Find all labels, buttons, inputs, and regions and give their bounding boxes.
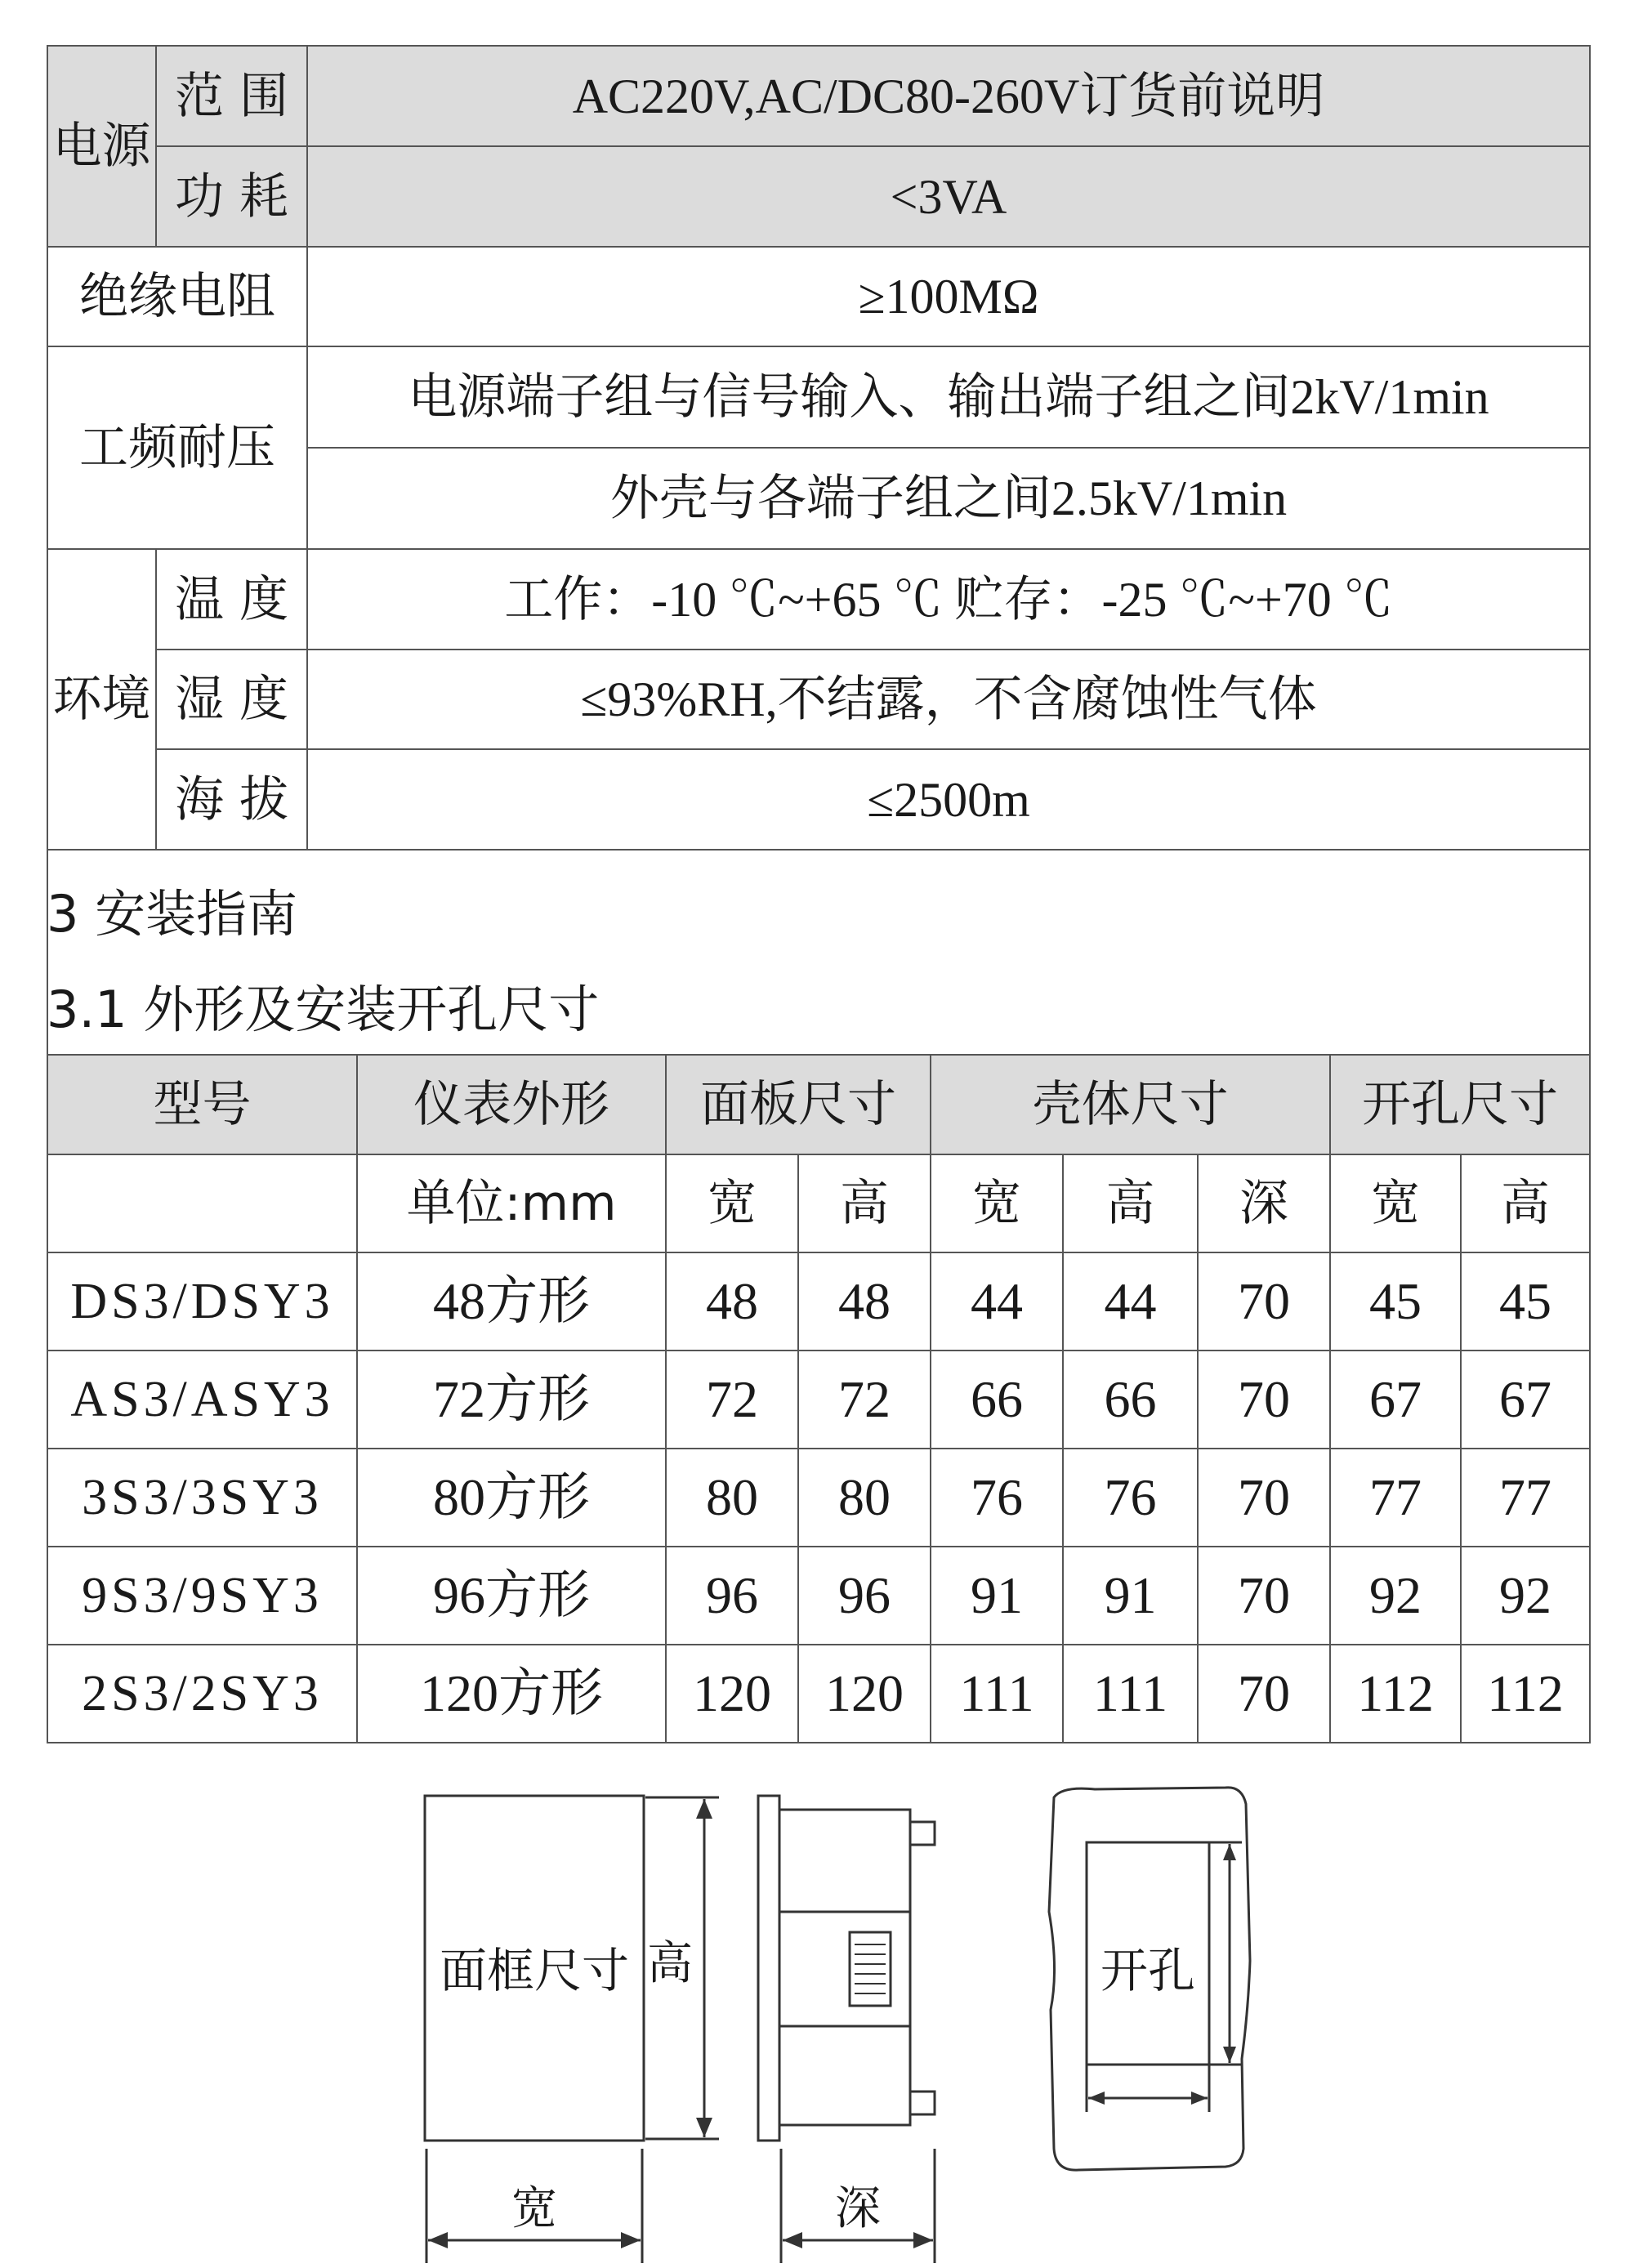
- value-cell: 77: [1461, 1449, 1590, 1547]
- range-label: 范 围: [156, 46, 307, 146]
- side-panel-outline: [758, 1796, 779, 2141]
- value-cell: 76: [931, 1449, 1063, 1547]
- sub-panel-width: 宽: [666, 1154, 798, 1252]
- header-cutout: 开孔尺寸: [1330, 1055, 1590, 1154]
- right-rule: [1589, 848, 1591, 1054]
- withstand-label: 工频耐压: [47, 346, 307, 549]
- header-shape: 仪表外形: [357, 1055, 666, 1154]
- model-cell: 3S3/3SY3: [47, 1449, 357, 1547]
- humidity-label: 湿 度: [156, 650, 307, 749]
- width-label: 宽: [511, 2182, 557, 2235]
- humidity-value: ≤93%RH,不结露，不含腐蚀性气体: [307, 650, 1590, 749]
- value-cell: 96: [798, 1547, 931, 1645]
- value-cell: 70: [1198, 1351, 1330, 1449]
- value-cell: 67: [1461, 1351, 1590, 1449]
- header-case: 壳体尺寸: [931, 1055, 1330, 1154]
- shape-cell: 72方形: [357, 1351, 666, 1449]
- value-cell: 111: [1063, 1645, 1198, 1743]
- insulation-label: 绝缘电阻: [47, 247, 307, 346]
- frame-size-label: 面框尺寸: [439, 1943, 630, 1998]
- sub-panel-height: 高: [798, 1154, 931, 1252]
- table-row: [47, 1252, 1590, 1351]
- temp-value: 工作：-10 ℃~+65 ℃ 贮存：-25 ℃~+70 ℃: [307, 549, 1590, 650]
- value-cell: 77: [1330, 1449, 1461, 1547]
- value-cell: 66: [1063, 1351, 1198, 1449]
- consumption-value: <3VA: [307, 146, 1590, 247]
- value-cell: 45: [1461, 1252, 1590, 1351]
- header-model: 型号: [47, 1055, 357, 1154]
- value-cell: 70: [1198, 1449, 1330, 1547]
- value-cell: 112: [1461, 1645, 1590, 1743]
- value-cell: 76: [1063, 1449, 1198, 1547]
- depth-label: 深: [835, 2182, 881, 2235]
- spec-table: [47, 45, 1591, 850]
- sub-case-height: 高: [1063, 1154, 1198, 1252]
- temp-label: 温 度: [156, 549, 307, 650]
- value-cell: 111: [931, 1645, 1063, 1743]
- power-label: 电源: [47, 46, 156, 247]
- insulation-value: ≥100MΩ: [307, 247, 1590, 346]
- table-row: [47, 1351, 1590, 1449]
- withstand-value-2: 外壳与各端子组之间2.5kV/1min: [307, 448, 1590, 549]
- sub-case-width: 宽: [931, 1154, 1063, 1252]
- value-cell: 80: [798, 1449, 931, 1547]
- value-cell: 48: [798, 1252, 931, 1351]
- model-cell: AS3/ASY3: [47, 1351, 357, 1449]
- unit-blank: [47, 1154, 357, 1252]
- altitude-value: ≤2500m: [307, 749, 1590, 850]
- model-cell: DS3/DSY3: [47, 1252, 357, 1351]
- value-cell: 70: [1198, 1547, 1330, 1645]
- height-label: 高: [647, 1937, 693, 1990]
- withstand-value-1: 电源端子组与信号输入、输出端子组之间2kV/1min: [307, 346, 1590, 448]
- value-cell: 44: [931, 1252, 1063, 1351]
- shape-cell: 48方形: [357, 1252, 666, 1351]
- header-panel: 面板尺寸: [666, 1055, 931, 1154]
- dimension-diagram: [0, 1765, 1634, 2268]
- value-cell: 72: [666, 1351, 798, 1449]
- unit-label: 单位:mm: [357, 1154, 666, 1252]
- value-cell: 96: [666, 1547, 798, 1645]
- value-cell: 112: [1330, 1645, 1461, 1743]
- table-row: [47, 1547, 1590, 1645]
- altitude-label: 海 拔: [156, 749, 307, 850]
- model-cell: 2S3/2SY3: [47, 1645, 357, 1743]
- value-cell: 92: [1330, 1547, 1461, 1645]
- value-cell: 67: [1330, 1351, 1461, 1449]
- table-row: [47, 1449, 1590, 1547]
- value-cell: 92: [1461, 1547, 1590, 1645]
- value-cell: 120: [798, 1645, 931, 1743]
- sub-case-depth: 深: [1198, 1154, 1330, 1252]
- dimensions-table: [47, 1054, 1591, 1743]
- sub-cutout-height: 高: [1461, 1154, 1590, 1252]
- cutout-label: 开孔: [1100, 1943, 1196, 1998]
- value-cell: 70: [1198, 1645, 1330, 1743]
- consumption-label: 功 耗: [156, 146, 307, 247]
- value-cell: 44: [1063, 1252, 1198, 1351]
- section-3-1-heading: 3.1 外形及安装开孔尺寸: [47, 980, 600, 1039]
- value-cell: 66: [931, 1351, 1063, 1449]
- shape-cell: 96方形: [357, 1547, 666, 1645]
- section-3-heading: 3 安装指南: [47, 884, 298, 944]
- value-cell: 120: [666, 1645, 798, 1743]
- model-cell: 9S3/9SY3: [47, 1547, 357, 1645]
- env-label: 环境: [47, 549, 156, 850]
- sub-cutout-width: 宽: [1330, 1154, 1461, 1252]
- value-cell: 70: [1198, 1252, 1330, 1351]
- shape-cell: 80方形: [357, 1449, 666, 1547]
- value-cell: 48: [666, 1252, 798, 1351]
- value-cell: 45: [1330, 1252, 1461, 1351]
- shape-cell: 120方形: [357, 1645, 666, 1743]
- value-cell: 80: [666, 1449, 798, 1547]
- value-cell: 72: [798, 1351, 931, 1449]
- table-row: [47, 1645, 1590, 1743]
- value-cell: 91: [1063, 1547, 1198, 1645]
- value-cell: 91: [931, 1547, 1063, 1645]
- range-value: AC220V,AC/DC80-260V订货前说明: [307, 46, 1590, 146]
